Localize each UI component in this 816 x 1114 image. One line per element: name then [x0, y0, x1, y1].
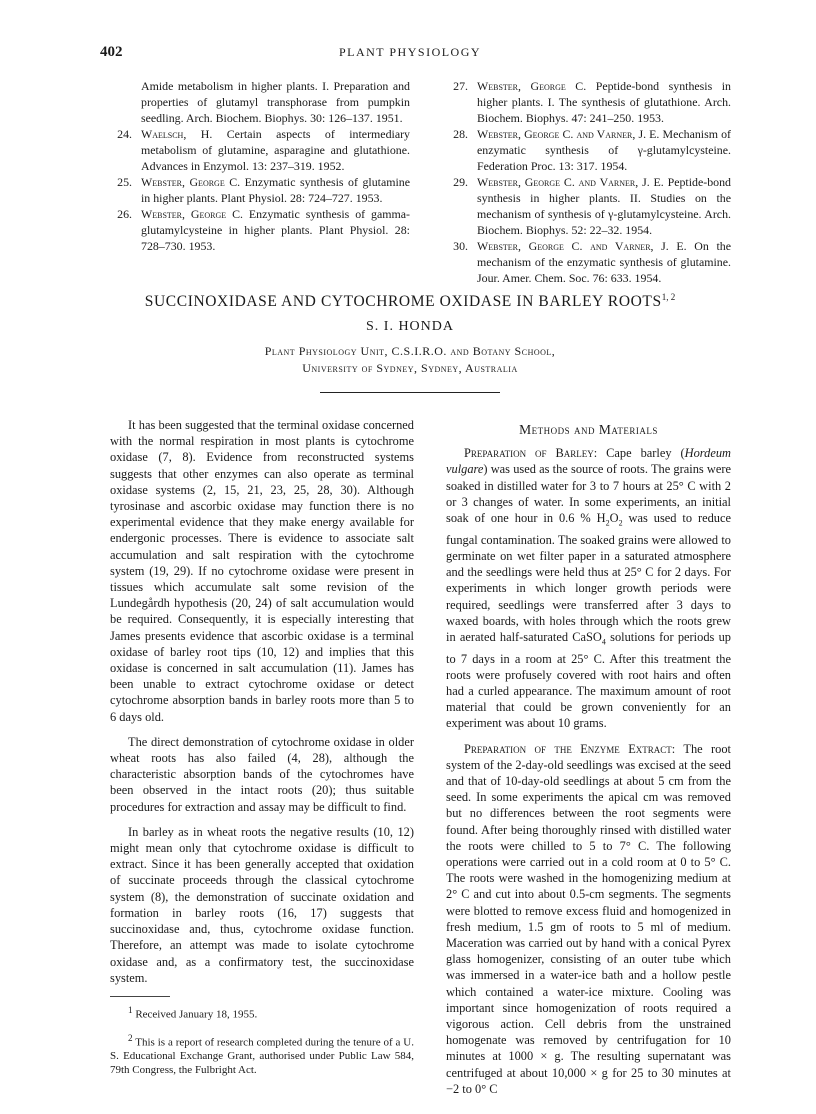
reference-number: 24.: [117, 127, 132, 141]
footnote-text: Received January 18, 1955.: [135, 1008, 258, 1021]
reference-author: Webster, George C. and Varner, J. E.: [477, 175, 664, 189]
text-run: Cape barley (: [606, 446, 685, 461]
reference-number: 27.: [453, 79, 468, 93]
body-left-column: [110, 417, 414, 1086]
reference-entry: [446, 238, 731, 286]
body-paragraph: It has been suggested that the terminal oxidase concerned with the normal respiration in most plants is cytochrome oxidase (7, 8). Evidence from reconstructed systems suggests that other enzymes can also operate as terminal oxidase systems (2, 15, 21, 23, 25, 28, 30). Although tyrosinase and ascorbic oxidase may function there is no experimental evidence that they make energy available for endergonic processes. There is evidence to associate salt accumulation and salt respiration with the cytochrome system (19, 29). If no cytochrome oxidase were present in tissues which accumulate salt some revision of the Lundegårdh hypothesis (20, 24) of salt accumulation would be required. Consequently, it is especially interesting that James presents evidence that ascorbic oxidase is a terminal oxidase of barley root tips (10, 12) and implies that this oxidase is concerned in salt accumulation (11). James has been unable to extract cytochrome oxidase or detect cytochrome absorption bands in barley roots more than 5 to 6 days old.: [110, 418, 414, 724]
reference-author: Webster, George C. and Varner, J. E.: [477, 127, 660, 141]
reference-text: Enzymatic synthesis of gamma-glutamylcysteine in higher plants. Plant Physiol. 28: 728–730. 1953.: [141, 207, 411, 253]
body-paragraph: The direct demonstration of cytochrome oxidase in older wheat roots has also failed (4, 28), although the characteristic absorption bands of the cytochromes have been observed in the intact roots (20); thus suitable procedures for extraction and assay may be difficult to find.: [110, 734, 414, 814]
body-paragraph: In barley as in wheat roots the negative results (10, 12) might mean only that cytochrome oxidase is difficult to extract. Since it has been generally accepted that oxidation of succinate proceeds through the classical cytochrome system (8), the demonstration of succinate oxidation and formation in barley roots (16, 17) suggests that succinoxidase and, thus, cytochrome oxidase function. Therefore, an attempt was made to isolate cytochrome oxidase and, as a confirmatory test, the succinoxidase system.: [110, 824, 414, 985]
article-author: S. I. HONDA: [366, 319, 454, 334]
runin-heading: Preparation of the Enzyme Extract:: [464, 741, 676, 756]
article-title-text: SUCCINOXIDASE AND CYTOCHROME OXIDASE IN BARLEY ROOTS: [144, 293, 662, 311]
species-name: Hordeum vulgare: [446, 446, 731, 477]
reference-entry: [110, 206, 410, 254]
subscript: 4: [601, 637, 606, 647]
reference-entry: [446, 78, 731, 126]
body-paragraph: [446, 741, 731, 1097]
running-header: [100, 44, 720, 64]
reference-text: Mechanism of enzymatic synthesis of γ-glutamylcysteine. Federation Proc. 13: 317. 1954.: [477, 127, 731, 173]
footnote-mark: 2: [128, 1032, 133, 1043]
reference-text: Enzymatic synthesis of glutamine in higher plants. Plant Physiol. 28: 724–727. 1953.: [141, 175, 410, 205]
reference-text: On the mechanism of the enzymatic synthesis of glutamine. Jour. Amer. Chem. Soc. 76: 633. 1954.: [477, 239, 731, 285]
subscript: 2: [605, 518, 610, 528]
reference-entry: [110, 78, 410, 126]
page-number: 402: [100, 44, 123, 60]
section-heading: Methods and Materials: [519, 422, 658, 437]
title-footnote-marks: 1, 2: [661, 292, 676, 302]
title-divider: [320, 392, 500, 393]
reference-text: Peptide-bond synthesis in higher plants. II. Studies on the mechanism of synthesis of γ-glutamylcysteine. Arch. Biochem. Biophys. 52: 22–32. 1954.: [477, 175, 732, 237]
reference-number: 29.: [453, 175, 468, 189]
footnote-divider: [110, 996, 170, 997]
subscript: 2: [618, 518, 623, 528]
reference-text: Amide metabolism in higher plants. I. Preparation and properties of glutamyl transphorase from pumpkin seedling. Arch. Biochem. Biophys. 30: 126–137. 1951.: [141, 79, 410, 125]
reference-entry: [110, 126, 410, 174]
references-left-column: [110, 78, 410, 254]
footnote-1: [110, 1003, 414, 1022]
reference-number: 30.: [453, 239, 468, 253]
reference-text: Peptide-bond synthesis in higher plants. I. The synthesis of glutathione. Arch. Biochem. Biophys. 47: 241–250. 1953.: [477, 79, 731, 125]
body-right-column: [446, 417, 731, 1106]
reference-author: Webster, George C. and Varner, J. E.: [477, 239, 687, 253]
runin-heading: Preparation of Barley:: [464, 446, 598, 461]
reference-number: 28.: [453, 127, 468, 141]
footnote-2: [110, 1031, 414, 1078]
text-run: O: [609, 511, 619, 526]
footnote-mark: 1: [128, 1004, 133, 1015]
reference-number: 26.: [117, 207, 132, 221]
journal-name: PLANT PHYSIOLOGY: [338, 45, 482, 59]
affiliation-line-2: University of Sydney, Sydney, Australia: [302, 361, 518, 375]
reference-number: 25.: [117, 175, 132, 189]
text-run: solutions for periods up to 7 days in a room at 25° C. After this treatment the roots were profusely covered with root hairs and often had a curled appearance. The maximum amount of root material that could be grown conveniently for an experiment was about 10 grams.: [446, 629, 731, 731]
text-run: The root system of the 2-day-old seedlings was excised at the seed and that of 10-day-old seedlings at about 5 cm from the seed. In some experiments the apical cm was removed but no differences between the root segments were found. After being thoroughly rinsed with distilled water the roots were chilled to 5 to 7° C. The following operations were carried out in a cold room at 0 to 5° C. The roots were washed in the homogenizing medium at 2° C and cut into about 0.5-cm segments. The segments were blotted to remove excess fluid and homogenized in fresh medium, 1.5 gm of roots to 5 ml of medium. Maceration was carried out by hand with a conical Pyrex glass homogenizer, consisting of an outer tube which was immersed in a water-ice bath and a hollow pestle which contained a water-ice mixture. Cooling was important since homogenization of roots required a vigorous action. Cell debris from the unstrained homogenate was removed by centrifugation for 10 minutes at 1000 × g. The resulting supernatant was centrifuged at about 10,000 × g for 25 to 30 minutes at −2 to 0° C: [446, 741, 731, 1096]
reference-author: Webster, George C.: [477, 79, 587, 93]
reference-text: Certain aspects of intermediary metabolism of glutamine, asparagine and glutathione. Advances in Enzymol. 13: 237–319. 1952.: [141, 127, 410, 173]
reference-entry: [110, 174, 410, 206]
footnote-text: This is a report of research completed during the tenure of a U. S. Educational Exchange Grant, authorised under Public Law 584, 79th Congress, the Fulbright Act.: [110, 1036, 414, 1077]
affiliation-line-1: Plant Physiology Unit, C.S.I.R.O. and Botany School,: [264, 344, 556, 358]
reference-author: Webster, George C.: [141, 175, 241, 189]
reference-author: Waelsch, H.: [141, 127, 213, 141]
reference-entry: [446, 174, 731, 238]
reference-author: Webster, George C.: [141, 207, 243, 221]
article-title: [100, 292, 720, 311]
references-right-column: [446, 78, 731, 286]
text-run: ) was used as the source of roots. The grains were soaked in distilled water for 3 to 7 hours at 25° C with 2 or 3 changes of water. In some experiments, an initial soak of one hour in 0.6 % H: [446, 462, 731, 526]
text-run: was used to reduce fungal contamination. The soaked grains were allowed to germinate on wet filter paper in a saturated atmosphere and the seedlings were held thus at 25° C for 2 days. For experiments in which longer growth periods were required, seedlings were transferred after 3 days to waxed boards, with holes through which the roots grew in aerated half-saturated CaSO: [446, 511, 732, 644]
reference-entry: [446, 126, 731, 174]
body-paragraph: [446, 445, 731, 731]
